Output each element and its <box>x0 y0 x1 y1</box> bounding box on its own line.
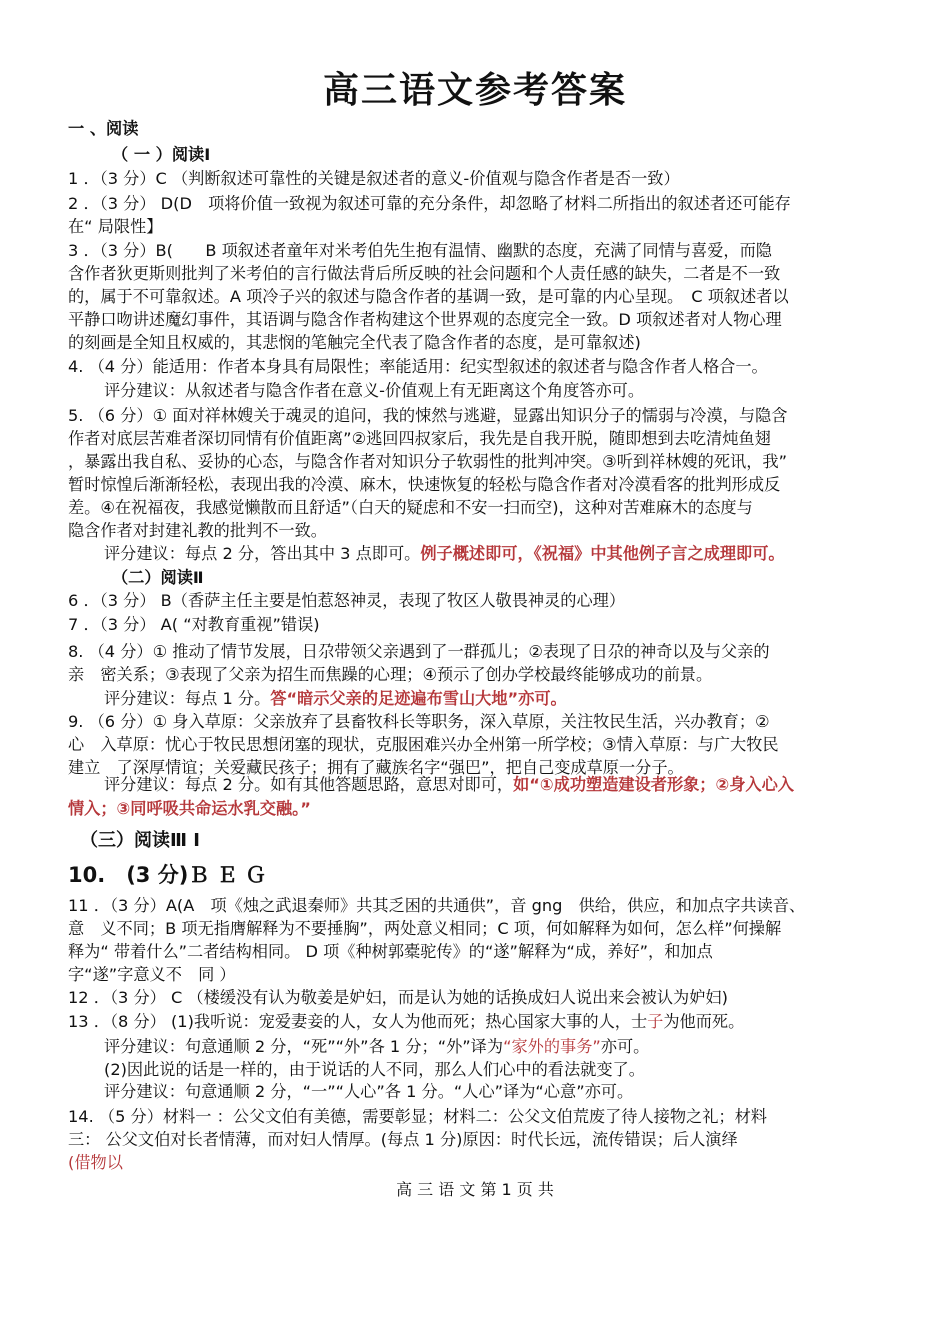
answer-q11-line2: 意 义不同；B 项无指膺解释为不要捶胸”，两处意义相同；C 项，何如解释为如何，怎么样”何操解 <box>68 919 782 938</box>
answer-q9-line2: 心 入草原：忧心于牧民思想闭塞的现状，克服困难兴办全州第一所学校；③情入草原：与广大牧民 <box>68 735 779 754</box>
answer-q4-line1: 4. （4 分）能适用：作者本身具有局限性；率能适用：纪实型叙述的叙述者与隐含作者人格合一。 <box>68 357 768 376</box>
scoring-text: 评分建议：每点 2 分。如有其他答题思路，意思对即可， <box>104 775 514 794</box>
scoring-note-red: 例子概述即可，《祝福》中其他例子言之成理即可。 <box>420 544 785 563</box>
answer-q13-line2: (2)因此说的话是一样的，由于说话的人不同，那么人们心中的看法就变了。 <box>104 1060 645 1079</box>
scoring-note-red: 答“暗示父亲的足迹遍布雪山大地”亦可。 <box>270 689 567 708</box>
answer-q5-line6: 隐含作者对封建礼教的批判不一致。 <box>68 521 327 540</box>
q13-text: 13 ．（8 分） (1)我听说：宠爱妻妾的人，女人为他而死；热心国家大事的人，士 <box>68 1012 648 1031</box>
subsection-reading-3: （三）阅读Ⅲ Ⅰ <box>80 830 200 851</box>
answer-q3-line4: 平静口吻讲述魔幻事件，其语调与隐含作者构建这个世界观的态度完全一致。D 项叙述者对人物心理 <box>68 310 782 329</box>
answer-q3-line2: 含作者狄更斯则批判了米考伯的言行做法背后所反映的社会问题和个人责任感的缺失，二者是不一致 <box>68 264 781 283</box>
scoring-text: 评分建议：句意通顺 2 分，“死”“外”各 1 分；“外”译为 <box>104 1037 504 1056</box>
answer-q14-line3: (借物以 <box>68 1153 123 1172</box>
answer-q2-line1: 2 ．（3 分） D(D 项将价值一致视为叙述可靠的充分条件，却忽略了材料二所指出的叙述者还可能存 <box>68 194 791 213</box>
answer-q12: 12 ．（3 分） C （楼缓没有认为敬姜是妒妇，而是认为她的话换成妇人说出来会被认为妒妇) <box>68 988 728 1007</box>
answer-q11-line1: 11 ．（3 分）A(A 项《烛之武退秦师》共其乏困的共通供”，音 gng 供给，供应，和加点字共读音、 <box>68 896 806 915</box>
answer-q3-line1: 3 ．（3 分）B( B 项叙述者童年对米考伯先生抱有温情、幽默的态度，充满了同情与喜爱，而隐 <box>68 241 772 260</box>
answer-q9-scoring <box>104 774 794 796</box>
page-footer: 高 三 语 文 第 1 页 共 <box>396 1180 554 1199</box>
answer-q13-line1 <box>68 1011 744 1033</box>
subsection-reading-2: （二）阅读Ⅱ <box>112 568 204 587</box>
answer-q14-line2: 三： 公父文伯对长者情薄，而对妇人情厚。(每点 1 分)原因：时代长远，流传错误；后人演绎 <box>68 1130 738 1149</box>
answer-q9-line1: 9. （6 分）① 身入草原：父亲放弃了县畜牧科长等职务，深入草原，关注牧民生活，兴办教育；② <box>68 712 770 731</box>
scoring-text-tail: 亦可。 <box>600 1037 650 1056</box>
page-title: 高三语文参考答案 <box>322 70 627 111</box>
answer-q1: 1 ．（3 分）C （判断叙述可靠性的关键是叙述者的意义-价值观与隐含作者是否一致） <box>68 169 680 188</box>
answer-q6: 6 ．（3 分） B（香萨主任主要是怕惹怒神灵，表现了牧区人敬畏神灵的心理） <box>68 591 626 610</box>
answer-q10: 10. (3 分)Ｂ Ｅ Ｇ <box>68 863 266 887</box>
answer-q4-scoring: 评分建议：从叙述者与隐含作者在意义-价值观上有无距离这个角度答亦可。 <box>104 381 645 400</box>
answer-q8-scoring <box>104 688 567 710</box>
scoring-note-red: “家外的事务” <box>503 1037 601 1056</box>
answer-q13-scoring-1 <box>104 1036 649 1058</box>
answer-q9-scoring-cont: 情入；③同呼吸共命运水乳交融。” <box>68 799 311 818</box>
answer-q8-line1: 8. （4 分）① 推动了情节发展，日尕带领父亲遇到了一群孤儿；②表现了日尕的神奇以及与父亲的 <box>68 642 770 661</box>
answer-q7: 7 ．（3 分） A( “对教育重视”错误) <box>68 615 320 634</box>
answer-q5-line2: 作者对底层苦难者深切同情有价值距离”②逃回四叔家后，我先是自我开脱，随即想到去吃清炖鱼翅 <box>68 429 771 448</box>
answer-q3-line3: 的，属于不可靠叙述。A 项冷子兴的叙述与隐含作者的基调一致，是可靠的内心呈现。 C 项叙述者以 <box>68 287 789 306</box>
answer-q11-line3: 释为“ 带着什么”二者结构相同。 D 项《种树郭橐驼传》的“遂”解释为“成，养好”，和加点 <box>68 942 713 961</box>
q13-text-tail: 为他而死。 <box>663 1012 745 1031</box>
scoring-note-red: 如“①成功塑造建设者形象；②身入心入 <box>513 775 794 794</box>
answer-q11-line4: 字“遂”字意义不 同 ） <box>68 965 236 984</box>
scoring-text: 评分建议：每点 2 分，答出其中 3 点即可。 <box>104 544 421 563</box>
answer-q5-line5: 差。④在祝福夜，我感觉懒散而且舒适”（白天的疑虑和不安一扫而空)，这种对苦难麻木的态度与 <box>68 498 753 517</box>
answer-q2-line2: 在“ 局限性】 <box>68 217 163 236</box>
answer-q5-line3: ，暴露出我自私、妥协的心态，与隐含作者对知识分子软弱性的批判冲突。③听到祥林嫂的死讯，我” <box>68 452 787 471</box>
answer-q14-line1: 14. （5 分）材料一 ：公父文伯有美德，需要彰显；材料二：公父文伯荒废了待人接物之礼；材料 <box>68 1107 767 1126</box>
section-heading-reading: 一 、阅读 <box>68 119 139 138</box>
answer-q5-scoring <box>104 543 785 565</box>
answer-q8-line2: 亲 密关系；③表现了父亲为招生而焦躁的心理；④预示了创办学校最终能够成功的前景。 <box>68 665 713 684</box>
subsection-reading-1: （ 一 ）阅读Ⅰ <box>112 145 211 164</box>
answer-q9-line3: 建立 了深厚情谊；关爱藏民孩子；拥有了藏族名字“强巴”，把自己变成草原一分子。 <box>68 758 684 777</box>
q13-highlight: 子 <box>647 1012 664 1031</box>
answer-q3-line5: 的刻画是全知且权威的，其悲悯的笔触完全代表了隐含作者的态度，是可靠叙述) <box>68 333 641 352</box>
answer-q5-line1: 5. （6 分）① 面对祥林嫂关于魂灵的追问，我的悚然与逃避，显露出知识分子的懦弱与冷漠，与隐含 <box>68 406 788 425</box>
scoring-text: 评分建议：每点 1 分。 <box>104 689 271 708</box>
answer-q13-scoring-2: 评分建议：句意通顺 2 分，“一”“人心”各 1 分。“人心”译为“心意”亦可。 <box>104 1082 634 1101</box>
answer-q5-line4: 暂时惊惶后渐渐轻松，表现出我的冷漠、麻木，快速恢复的轻松与隐含作者对冷漠看客的批判形成反 <box>68 475 781 494</box>
